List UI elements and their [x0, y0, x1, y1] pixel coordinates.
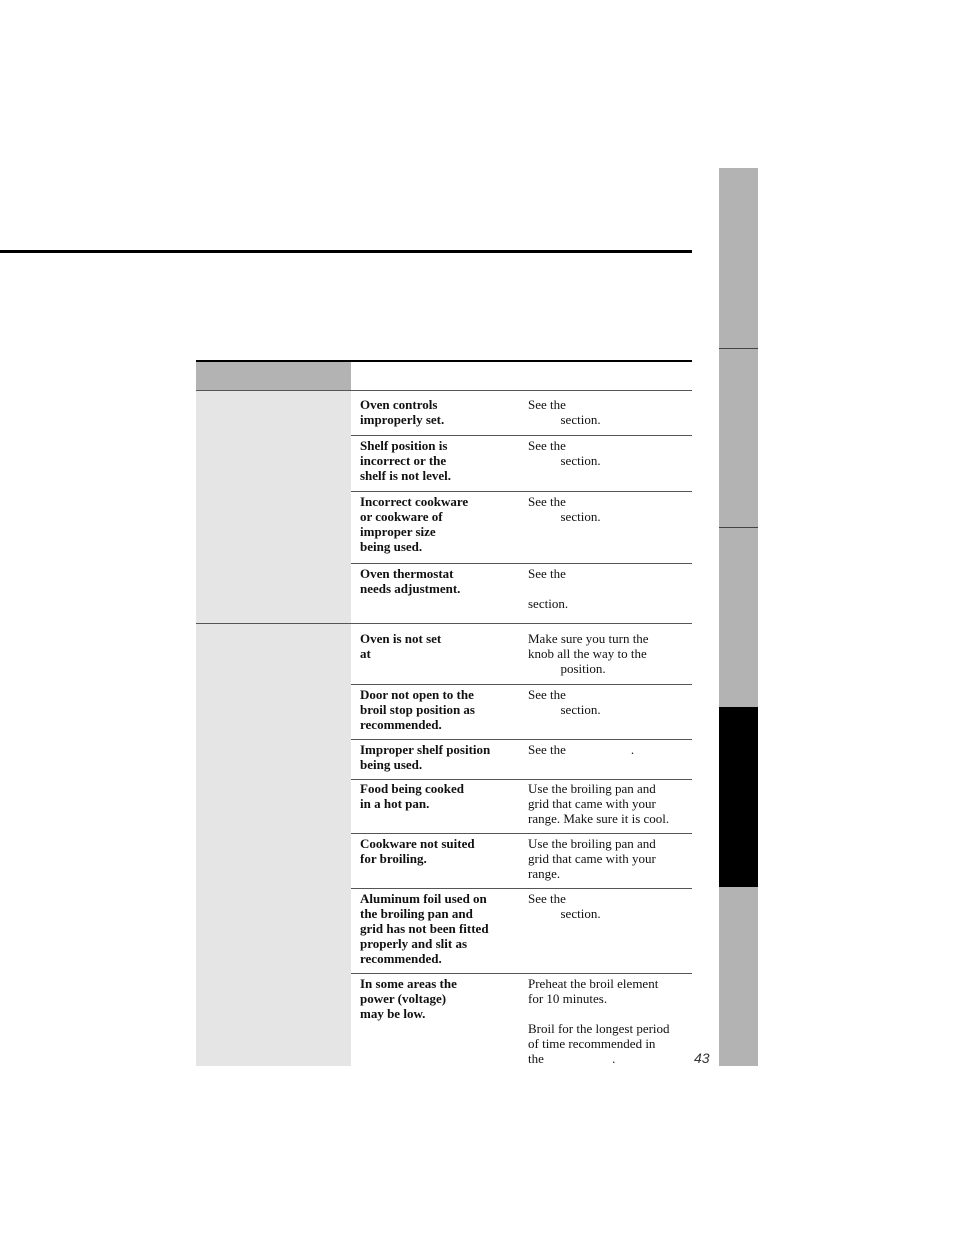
- cause-text-2: Shelf position is incorrect or the shelf is not level.: [360, 438, 451, 483]
- row-divider: [351, 684, 692, 685]
- fix-text-10: See the section.: [528, 891, 601, 921]
- fix-text-7: See the .: [528, 742, 635, 757]
- fix-text-3: See the section.: [528, 494, 601, 524]
- fix-text-1: See the section.: [528, 397, 601, 427]
- row-divider: [351, 973, 692, 974]
- side-tab-4-active: [719, 707, 758, 887]
- cause-text-7: Improper shelf position being used.: [360, 742, 491, 772]
- side-tab-strip: [719, 168, 758, 1066]
- table-header-problem-cell: [196, 362, 351, 390]
- cause-text-1: Oven controls improperly set.: [360, 397, 445, 427]
- row-divider: [351, 563, 692, 564]
- cause-text-3: Incorrect cookware or cookware of improper size being used.: [360, 494, 469, 554]
- fix-text-5: Make sure you turn the knob all the way to the position.: [528, 631, 649, 676]
- fix-text-11: Preheat the broil element for 10 minutes. Broil for the longest period of time recommended in the .: [528, 976, 670, 1066]
- side-tab-5: [719, 887, 758, 1066]
- fix-text-4: See the section.: [528, 566, 569, 611]
- group-divider: [196, 623, 692, 624]
- cause-text-9: Cookware not suited for broiling.: [360, 836, 475, 866]
- side-tab-1: [719, 168, 758, 348]
- page-number: 43: [694, 1050, 710, 1066]
- cause-text-8: Food being cooked in a hot pan.: [360, 781, 465, 811]
- fix-text-8: Use the broiling pan and grid that came with your range. Make sure it is cool.: [528, 781, 670, 826]
- row-divider: [351, 435, 692, 436]
- row-divider: [351, 739, 692, 740]
- cause-text-5: Oven is not set at: [360, 631, 442, 661]
- row-divider: [351, 888, 692, 889]
- problem-cell-group-2: [196, 624, 351, 1066]
- fix-text-2: See the section.: [528, 438, 601, 468]
- fix-text-9: Use the broiling pan and grid that came with your range.: [528, 836, 656, 881]
- row-divider: [351, 833, 692, 834]
- side-tab-3: [719, 527, 758, 707]
- cause-text-10: Aluminum foil used on the broiling pan and grid has not been fitted properly and slit as recommended.: [360, 891, 489, 966]
- cause-text-4: Oven thermostat needs adjustment.: [360, 566, 461, 596]
- row-divider: [351, 491, 692, 492]
- fix-text-6: See the section.: [528, 687, 601, 717]
- side-tab-2: [719, 348, 758, 528]
- problem-cell-group-1: [196, 391, 351, 623]
- top-rule: [0, 250, 692, 253]
- row-divider: [351, 779, 692, 780]
- cause-text-11: In some areas the power (voltage) may be low.: [360, 976, 457, 1021]
- cause-text-6: Door not open to the broil stop position as recommended.: [360, 687, 475, 732]
